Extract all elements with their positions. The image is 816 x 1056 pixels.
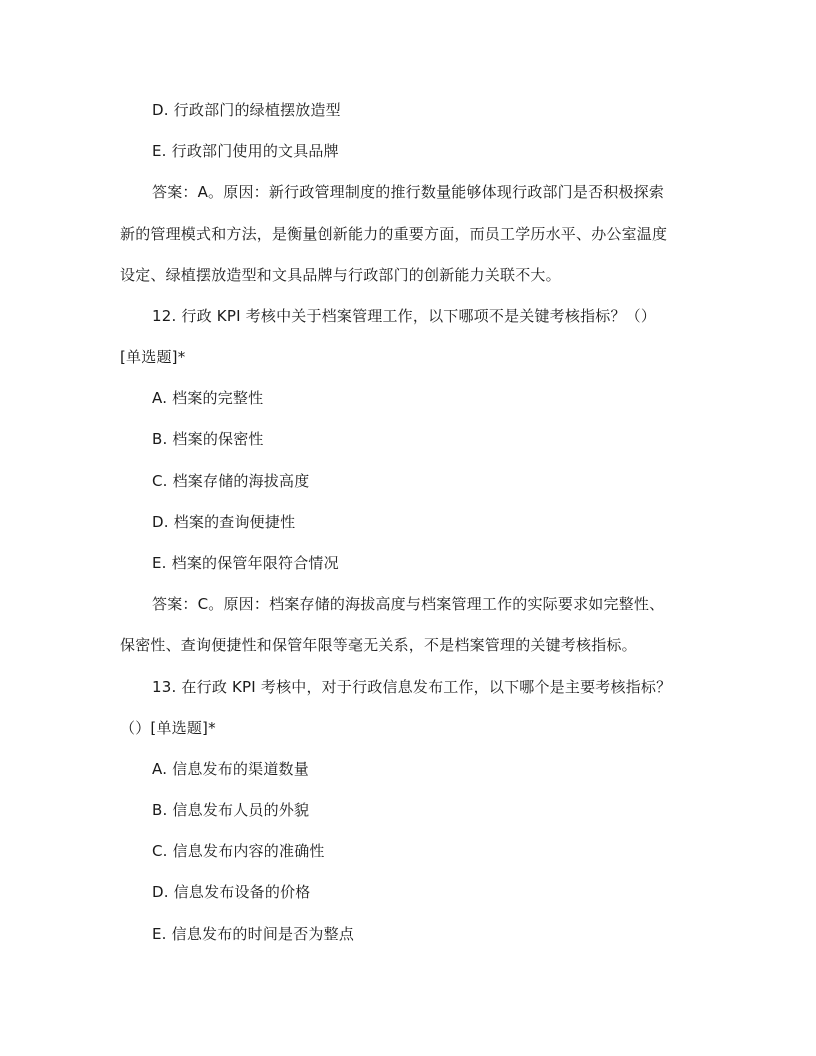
q11-answer-line2: 新的管理模式和方法，是衡量创新能力的重要方面，而员工学历水平、办公室温度 [120,225,668,243]
q12-option-b: B. 档案的保密性 [152,430,264,448]
q13-option-b: B. 信息发布人员的外貌 [152,801,310,819]
q13-question-line1: 13. 在行政 KPI 考核中，对于行政信息发布工作，以下哪个是主要考核指标？ [152,678,672,696]
q13-question-line2: （）[单选题]* [120,719,216,737]
q12-option-a: A. 档案的完整性 [152,389,264,407]
q12-option-c: C. 档案存储的海拔高度 [152,472,310,490]
q12-answer-line2: 保密性、查询便捷性和保管年限等毫无关系，不是档案管理的关键考核指标。 [120,636,637,654]
q11-option-e: E. 行政部门使用的文具品牌 [152,142,339,160]
q11-answer-line1: 答案：A。原因：新行政管理制度的推行数量能够体现行政部门是否积极探索 [152,183,665,201]
q12-question-line2: [单选题]* [120,348,186,366]
q13-option-e: E. 信息发布的时间是否为整点 [152,925,355,943]
q11-option-d: D. 行政部门的绿植摆放造型 [152,101,341,119]
q12-answer-line1: 答案：C。原因：档案存储的海拔高度与档案管理工作的实际要求如完整性、 [152,595,665,613]
q13-option-c: C. 信息发布内容的准确性 [152,842,325,860]
q13-option-a: A. 信息发布的渠道数量 [152,760,309,778]
q12-question-line1: 12. 行政 KPI 考核中关于档案管理工作，以下哪项不是关键考核指标？（） [152,307,657,325]
q11-answer-line3: 设定、绿植摆放造型和文具品牌与行政部门的创新能力关联不大。 [120,266,561,284]
q12-option-d: D. 档案的查询便捷性 [152,513,296,531]
q12-option-e: E. 档案的保管年限符合情况 [152,554,339,572]
q13-option-d: D. 信息发布设备的价格 [152,883,311,901]
